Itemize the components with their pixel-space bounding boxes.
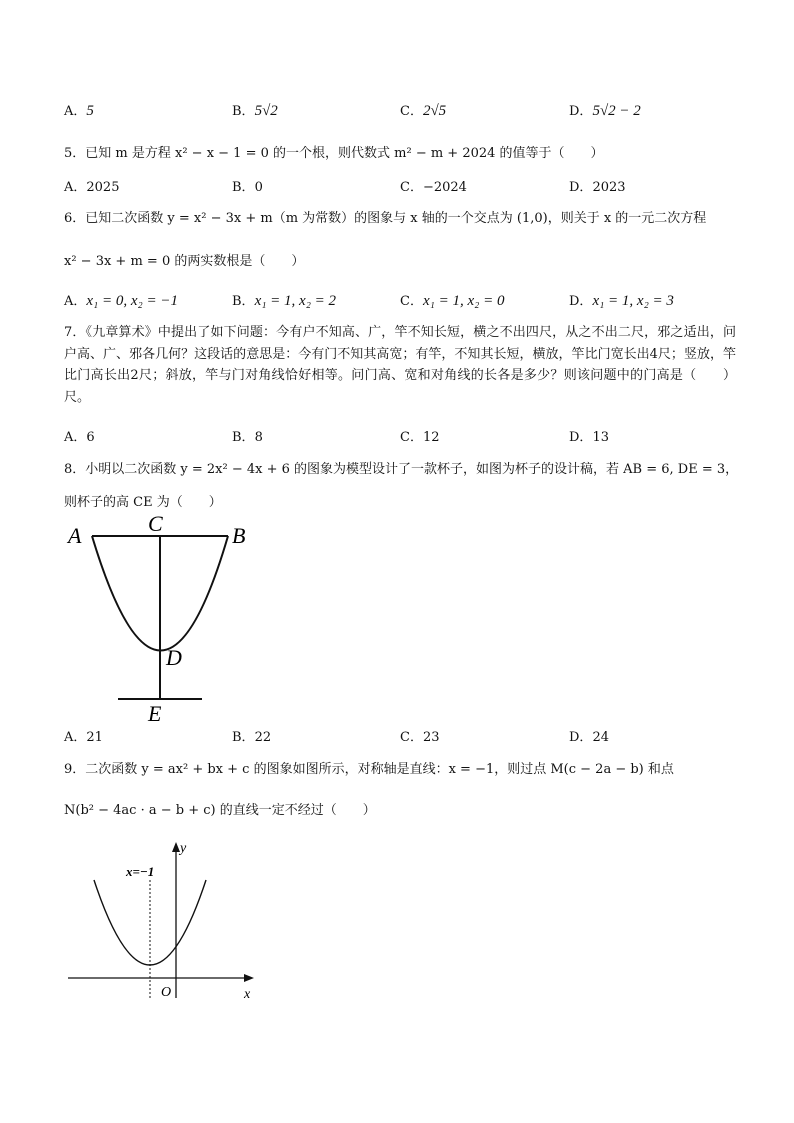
origin-label: O xyxy=(161,985,172,1000)
x-axis-arrow-icon xyxy=(244,974,254,982)
q4-options xyxy=(64,100,744,120)
q8-stem-line2: 则杯子的高 CE 为（ ） xyxy=(64,495,222,510)
q6-option-b[interactable]: B．x₁ = 1, x₂ = 2 xyxy=(232,293,337,309)
q7-option-a[interactable]: A．6 xyxy=(64,430,95,445)
q9-stem-line1: 9．二次函数 y = ax² + bx + c 的图象如图所示，对称轴是直线：x = −1，则过点 M(c − 2a − b) 和点 xyxy=(64,762,674,777)
y-axis-label: y xyxy=(180,841,187,856)
label-c: C xyxy=(148,511,163,536)
q6-options xyxy=(64,290,744,310)
q9-stem-line2: N(b² − 4ac · a − b + c) 的直线一定不经过（ ） xyxy=(64,803,376,818)
q6-stem-line1: 6．已知二次函数 y = x² − 3x + m（m 为常数）的图象与 x 轴的一个交点为 (1,0)，则关于 x 的一元二次方程 xyxy=(64,211,707,226)
q5-options xyxy=(64,176,744,196)
parabola-graph xyxy=(64,838,264,1010)
q7-option-b[interactable]: B．8 xyxy=(232,430,263,445)
q6-option-d[interactable]: D．x₁ = 1, x₂ = 3 xyxy=(569,293,674,309)
label-b: B xyxy=(232,523,246,548)
q8-option-d[interactable]: D．24 xyxy=(569,730,609,745)
q7-stem: 7．《九章算术》中提出了如下问题：今有户不知高、广，竿不知长短，横之不出四尺，从之不出二尺，邪之适出，问户高、广、邪各几何？这段话的意思是：今有门不知其高宽；有竿，不知其长短，横放，竿比门宽长出4尺；竖放，竿比门高长出2尺；斜放，竿与门对角线恰好相等。问门高、宽和对角线的长各是多少？则该问题中的门高是（ ）尺。 xyxy=(64,325,736,406)
q6-option-a[interactable]: A．x₁ = 0, x₂ = −1 xyxy=(64,293,179,309)
q4-option-b[interactable]: B．5√2 xyxy=(232,103,278,119)
q4-option-c[interactable]: C．2√5 xyxy=(400,103,447,119)
q7-option-d[interactable]: D．13 xyxy=(569,430,609,445)
q6-option-c[interactable]: C．x₁ = 1, x₂ = 0 xyxy=(400,293,505,309)
cup-figure xyxy=(60,505,280,725)
x-axis-label: x xyxy=(244,987,251,1002)
q8-option-b[interactable]: B．22 xyxy=(232,730,272,745)
q5-option-c[interactable]: C．−2024 xyxy=(400,180,467,195)
symmetry-label: x=−1 xyxy=(126,864,155,879)
q8-stem-line1: 8．小明以二次函数 y = 2x² − 4x + 6 的图象为模型设计了一款杯子，如图为杯子的设计稿，若 AB = 6, DE = 3， xyxy=(64,462,739,477)
q4-option-d[interactable]: D．5√2 − 2 xyxy=(569,103,641,119)
q7-options xyxy=(64,426,744,446)
label-d: D xyxy=(166,645,182,670)
q8-options xyxy=(64,726,744,746)
q5-stem: 5．已知 m 是方程 x² − x − 1 = 0 的一个根，则代数式 m² − m + 2024 的值等于（ ） xyxy=(64,146,604,161)
label-e: E xyxy=(148,701,162,725)
q4-option-a[interactable]: A．5 xyxy=(64,103,94,119)
q7-option-c[interactable]: C．12 xyxy=(400,430,440,445)
label-a: A xyxy=(68,523,82,548)
q8-option-c[interactable]: C．23 xyxy=(400,730,440,745)
q5-option-d[interactable]: D．2023 xyxy=(569,180,626,195)
y-axis-arrow-icon xyxy=(172,842,180,852)
q5-option-b[interactable]: B．0 xyxy=(232,180,263,195)
q5-option-a[interactable]: A．2025 xyxy=(64,180,120,195)
q8-option-a[interactable]: A．21 xyxy=(64,730,103,745)
q6-stem-line2: x² − 3x + m = 0 的两实数根是（ ） xyxy=(64,254,305,269)
